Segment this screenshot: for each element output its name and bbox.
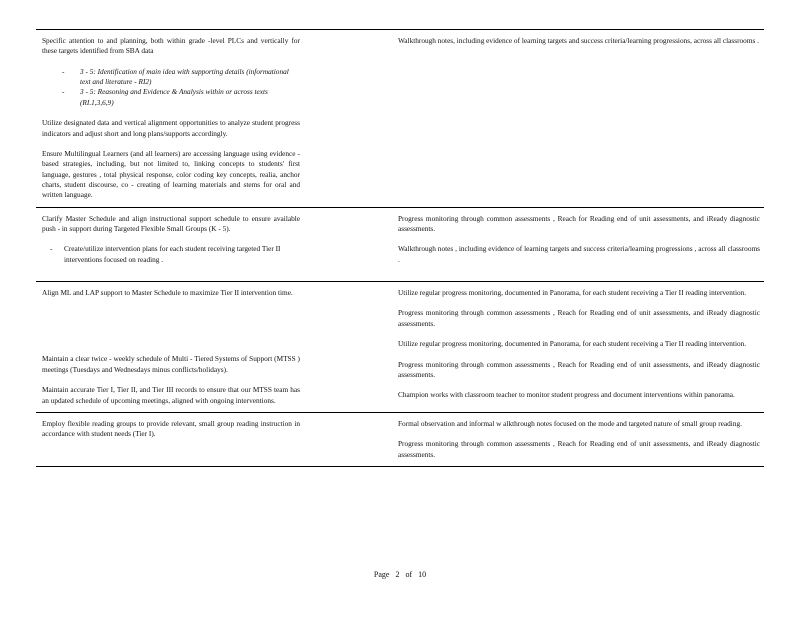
paragraph: Progress monitoring through common assessments , Reach for Reading end of unit assessments, and iReady diagnostic assessments. (398, 439, 760, 459)
bullet-list (42, 244, 300, 265)
evidence-cell (340, 282, 764, 412)
bullet-list (42, 67, 300, 108)
page-number: Page 2 of 10 (373, 570, 427, 579)
paragraph: Progress monitoring through common assessments , Reach for Reading end of unit assessments, and iReady diagnostic assessments. (398, 359, 760, 379)
paragraph: Walkthrough notes, including evidence of learning targets and success criteria/learning progressions, across all classrooms . (398, 36, 759, 45)
paragraph: Progress monitoring through common assessments , Reach for Reading end of unit assessments, and iReady diagnostic assessments. (398, 213, 760, 234)
evidence-cell (340, 30, 764, 207)
strategy-cell (36, 208, 340, 281)
paragraph: Formal observation and informal w alkthrough notes focused on the mode and targeted nature of small group reading. (398, 418, 742, 428)
plan-table (36, 29, 764, 467)
table-row (36, 281, 764, 412)
table-row (36, 412, 764, 467)
list-item: - 3 - 5: Identification of main idea with supporting details (informational text and literature - RI2) (42, 67, 300, 88)
paragraph: Clarify Master Schedule and align instructional support schedule to ensure available push - in support during Targeted Flexible Small Groups (K - 5). (42, 213, 300, 234)
paragraph: Walkthrough notes , including evidence of learning targets and success criteria/learning progressions , across all classrooms . (398, 244, 760, 264)
paragraph: Utilize regular progress monitoring, documented in Panorama, for each student receiving a Tier II reading intervention. (398, 288, 747, 298)
list-item: - Create/utilize intervention plans for each student receiving targeted Tier II interventions focused on reading . (42, 244, 300, 265)
table-row (36, 207, 764, 281)
paragraph: Ensure Multilingual Learners (and all learners) are accessing language using evidence - based strategies, including, but not limited to, linking concepts to students' first language, gestures , total physical response, color coding key concepts, realia, anchor charts, student discourse, co - creating of learning materials and stems for oral and written language. (42, 148, 300, 200)
strategy-cell (36, 282, 340, 412)
strategy-cell (36, 413, 340, 466)
paragraph: Maintain a clear twice - weekly schedule of Multi - Tiered Systems of Support (MTSS ) meetings (Tuesdays and Wednesdays minus conflicts/holidays). (42, 354, 300, 374)
paragraph: Specific attention to and planning, both within grade -level PLCs and vertically for these targets identified from SBA data (42, 36, 300, 56)
list-item: - 3 - 5: Reasoning and Evidence & Analysis within or across texts (RI.1,3,6,9) (42, 87, 300, 108)
paragraph: Maintain accurate Tier I, Tier II, and Tier III records to ensure that our MTSS team has an updated schedule of upcoming meetings, aligned with ongoing interventions. (42, 385, 300, 405)
paragraph: Utilize designated data and vertical alignment opportunities to analyze student progress indicators and adjust short and long plans/supports accordingly. (42, 118, 300, 138)
paragraph: Align ML and LAP support to Master Schedule to maximize Tier II intervention time. (42, 288, 293, 298)
paragraph: Utilize regular progress monitoring, documented in Panorama, for each student receiving a Tier II reading intervention. (398, 339, 747, 349)
paragraph: Champion works with classroom teacher to monitor student progress and document interventions within panorama. (398, 390, 735, 400)
strategy-cell (36, 30, 340, 207)
evidence-cell (340, 413, 764, 466)
paragraph: Employ flexible reading groups to provide relevant, small group reading instruction in accordance with student needs (Tier I). (42, 418, 300, 439)
spacer (42, 308, 300, 354)
evidence-cell (340, 208, 764, 281)
table-row (36, 29, 764, 207)
paragraph: Progress monitoring through common assessments , Reach for Reading end of unit assessments, and iReady diagnostic assessments. (398, 308, 760, 328)
